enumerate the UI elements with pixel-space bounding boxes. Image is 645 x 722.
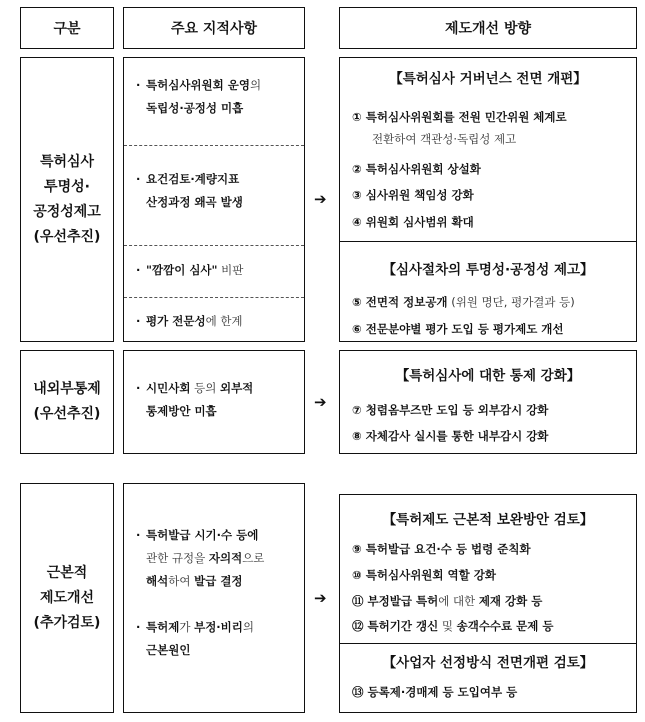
item-number: ⑤ <box>352 295 362 309</box>
issue-item: · 요건검토·계량지표 산정과정 왜곡 발생 <box>124 168 304 224</box>
issue-text: 독립성·공정성 미흡 <box>146 101 244 115</box>
direction-item <box>352 186 628 204</box>
direction-item <box>352 592 628 610</box>
section-title: 【심사절차의 투명성·공정성 제고】 <box>382 262 594 278</box>
divider <box>124 297 304 298</box>
item-number: ⑬ <box>352 685 364 699</box>
item-text: 청렴옴부즈만 도입 등 외부감시 강화 <box>365 403 549 417</box>
direction-item <box>352 540 628 558</box>
item-note: 및 <box>438 619 457 633</box>
issue-text: 특허발급 시기·수 등에 <box>146 528 259 542</box>
item-text: 특허심사위원회를 전원 민간위원 체계로 <box>365 110 567 124</box>
issue-text: 산정과정 왜곡 발생 <box>146 195 243 209</box>
row1-category-line: (우선추진) <box>33 228 101 245</box>
item-text: 특허발급 요건·수 등 법령 준칙화 <box>365 542 531 556</box>
issue-text: 근본원인 <box>146 643 191 657</box>
row1-category-line: 특허심사 <box>39 153 95 170</box>
item-number: ⑩ <box>352 568 362 582</box>
issue-text: 해석 <box>146 574 169 588</box>
item-number: ⑫ <box>352 619 364 633</box>
item-text: 특허심사위원회 역할 강화 <box>365 568 496 582</box>
issue-text: 관한 규정을 <box>146 551 209 565</box>
issue-text: 자의적 <box>208 551 243 565</box>
section-divider <box>340 643 636 644</box>
issue-item: · "깜깜이 심사" 비판 <box>136 263 244 277</box>
issue-item: · 특허발급 시기·수 등에 관한 규정을 자의적으로 해석하여 발급 결정 <box>136 528 265 588</box>
direction-item <box>352 401 628 419</box>
row3-category-line: (추가검토) <box>33 614 101 631</box>
item-text: 부정발급 특허 <box>367 594 439 608</box>
row3-category-line: 제도개선 <box>39 589 95 606</box>
direction-item <box>352 293 628 311</box>
direction-item <box>352 427 628 445</box>
issue-text: 비판 <box>217 263 244 277</box>
row3-category-line: 근본적 <box>46 564 88 581</box>
row2-category-line: (우선추진) <box>33 406 101 422</box>
item-text: 송객수수료 문제 등 <box>456 619 554 633</box>
issue-text: 특허심사위원회 운영 <box>146 78 250 92</box>
row3-direction <box>339 494 637 713</box>
row2-issues <box>123 350 305 454</box>
item-text: 위원회 심사범위 확대 <box>365 215 474 229</box>
item-text: 제재 강화 등 <box>478 594 543 608</box>
issue-text: 하여 <box>168 574 195 588</box>
item-note: (위원 명단, 평가결과 등) <box>447 295 575 309</box>
section-title: 【특허심사에 대한 통제 강화】 <box>395 368 581 384</box>
item-number: ④ <box>352 215 362 229</box>
item-number: ⑨ <box>352 542 362 556</box>
issue-item: · 평가 전문성에 한계 <box>136 314 243 328</box>
section-title: 【특허심사 거버넌스 전면 개편】 <box>389 71 587 87</box>
header-issues: 주요 지적사항 <box>123 7 305 49</box>
issue-text: 통제방안 미흡 <box>146 404 217 418</box>
item-note: 에 대한 <box>438 594 479 608</box>
row1-direction <box>339 57 637 342</box>
section-title: 【사업자 선정방식 전면개편 검토】 <box>382 655 594 671</box>
issue-text: 의 <box>249 78 262 92</box>
direction-item <box>352 566 628 584</box>
direction-item <box>352 617 628 635</box>
divider <box>124 245 304 246</box>
issue-text: 요건검토·계량지표 <box>146 172 240 186</box>
row2-category-line: 내외부통제 <box>33 381 101 397</box>
section-divider <box>340 241 636 242</box>
header-category: 구분 <box>20 7 114 49</box>
item-text: 심사위원 책임성 강화 <box>365 188 474 202</box>
row3-issues <box>123 483 305 713</box>
item-text: 전환하여 객관성·독립성 제고 <box>372 132 517 146</box>
item-number: ⑪ <box>352 594 364 608</box>
row2-direction <box>339 350 637 454</box>
item-number: ③ <box>352 188 362 202</box>
item-text: 특허기간 갱신 <box>367 619 439 633</box>
divider <box>124 145 304 146</box>
item-text: 등록제·경매제 등 도입여부 등 <box>367 685 518 699</box>
issue-text: 발급 결정 <box>194 574 243 588</box>
row1-issues <box>123 57 305 342</box>
issue-item: · 시민사회 등의 외부적 통제방안 미흡 <box>124 377 304 423</box>
item-text: 특허심사위원회 상설화 <box>365 162 481 176</box>
arrow-icon: ➔ <box>314 589 327 607</box>
item-text: 전면적 정보공개 <box>365 295 448 309</box>
issue-text: 가 <box>179 620 195 634</box>
direction-item <box>352 213 628 231</box>
issue-text: 으로 <box>242 551 265 565</box>
issue-item: · 특허심사위원회 운영의 독립성·공정성 미흡 <box>124 74 304 130</box>
item-number: ⑦ <box>352 403 362 417</box>
arrow-icon: ➔ <box>314 393 327 411</box>
issue-text: 의 <box>242 620 255 634</box>
row3-category <box>20 483 114 713</box>
item-text: 자체감사 실시를 통한 내부감시 강화 <box>365 429 549 443</box>
issue-text: "깜깜이 심사" <box>146 263 218 277</box>
arrow-icon: ➔ <box>314 190 327 208</box>
issue-text: 평가 전문성 <box>146 314 206 328</box>
direction-item-cont <box>372 130 628 148</box>
issue-text: 부정·비리 <box>194 620 243 634</box>
row1-category-line: 공정성제고 <box>33 203 101 220</box>
row1-category-line: 투명성· <box>44 178 90 195</box>
direction-item <box>352 160 628 178</box>
section-title: 【특허제도 근본적 보완방안 검토】 <box>382 512 594 528</box>
issue-item: · 특허제가 부정·비리의 근본원인 <box>136 620 255 657</box>
item-number: ① <box>352 110 362 124</box>
row2-category <box>20 350 114 454</box>
direction-item <box>352 108 628 126</box>
header-direction: 제도개선 방향 <box>339 7 637 49</box>
issue-text: 등의 <box>190 381 220 395</box>
issue-text: 특허제 <box>146 620 180 634</box>
item-number: ② <box>352 162 362 176</box>
row1-category <box>20 57 114 342</box>
item-number: ⑧ <box>352 429 362 443</box>
issue-text: 에 한계 <box>205 314 243 328</box>
issue-text: 외부적 <box>219 381 254 395</box>
issue-text: 시민사회 <box>146 381 191 395</box>
direction-item <box>352 320 628 338</box>
item-number: ⑥ <box>352 322 362 336</box>
item-text: 전문분야별 평가 도입 등 평가제도 개선 <box>365 322 564 336</box>
direction-item <box>352 683 628 701</box>
